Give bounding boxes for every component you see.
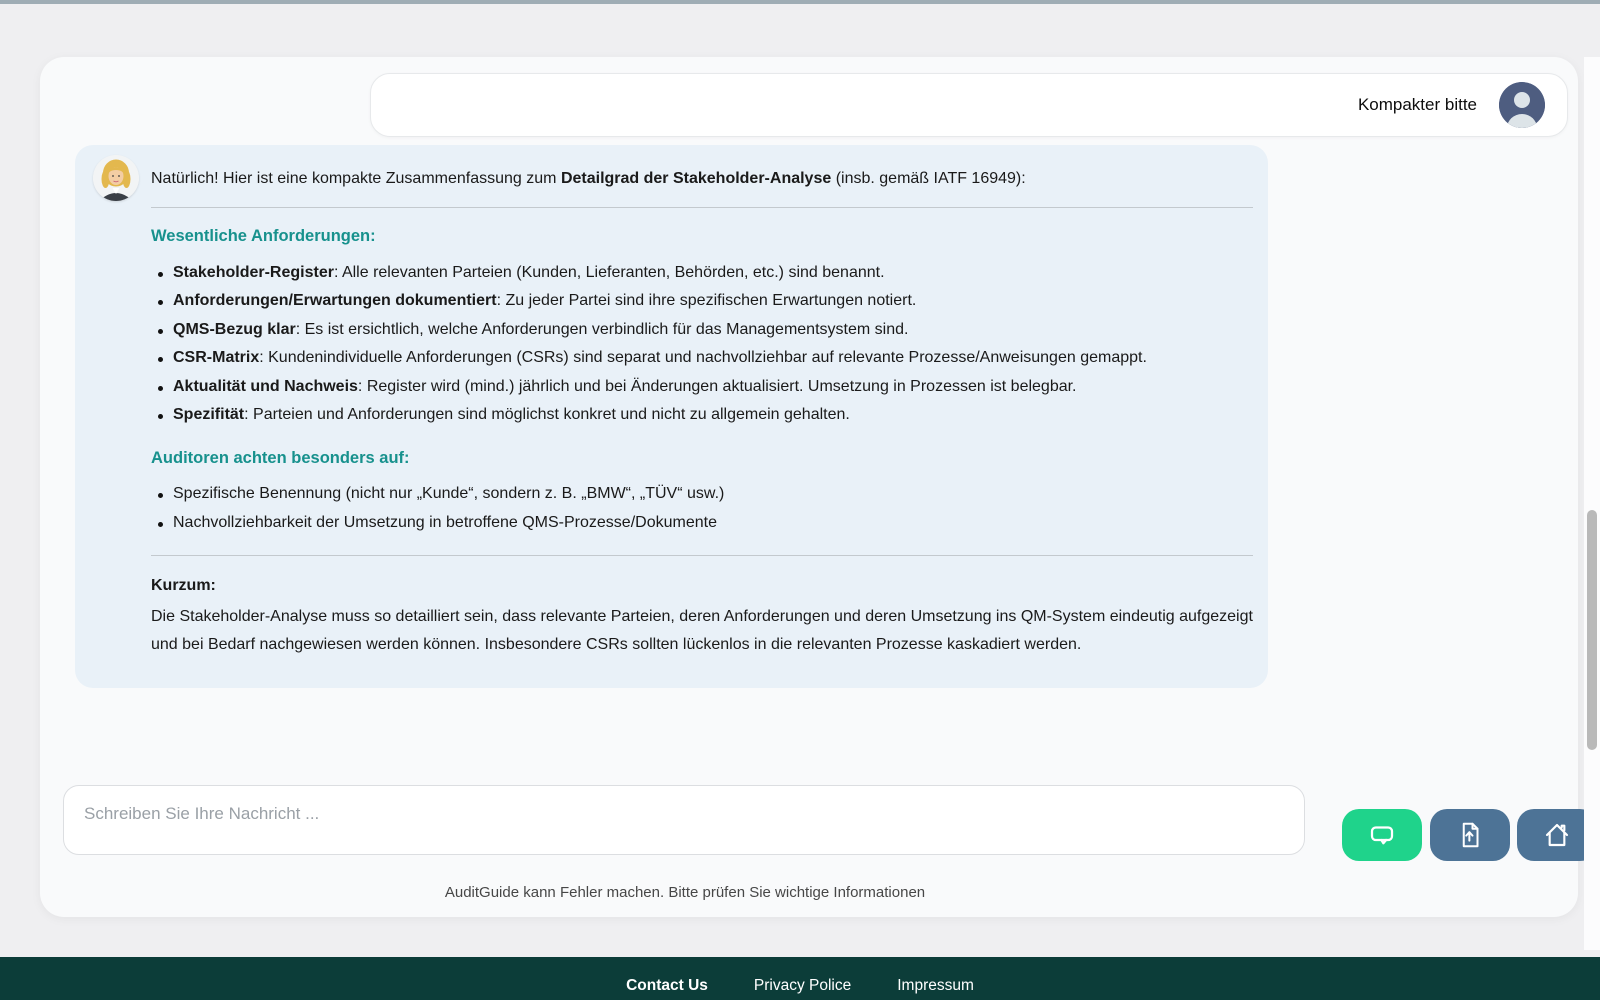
assistant-intro: Natürlich! Hier ist eine kompakte Zusammenfassung zum Detailgrad der Stakeholder-Analyse (insb. gemäß IATF 16949): <box>151 170 1026 187</box>
user-avatar <box>1499 82 1545 128</box>
user-message-text: Kompakter bitte <box>1357 95 1477 114</box>
summary-text: Die Stakeholder-Analyse muss so detailliert sein, dass relevante Parteien, deren Anforderungen und deren Umsetzung ins QM-System eindeutig aufgezeigt und bei Bedarf nachgewiesen werden können. Insbesondere CSRs sollten lückenlos in die relevanten Prozesse kaskadiert werden. <box>151 607 1253 654</box>
upload-file-button[interactable] <box>1430 809 1510 861</box>
assistant-message-bubble <box>75 145 1268 688</box>
list-item: Anforderungen/Erwartungen dokumentiert: Zu jeder Partei sind ihre spezifischen Erwartungen notiert. <box>151 287 1253 315</box>
footer-link-contact-us[interactable]: Contact Us <box>626 977 708 994</box>
list-item: Spezifität: Parteien und Anforderungen sind möglichst konkret und nicht zu allgemein gehalten. <box>151 401 1253 429</box>
message-input[interactable] <box>63 785 1305 855</box>
chat-card <box>40 57 1578 917</box>
list-item: QMS-Bezug klar: Es ist ersichtlich, welche Anforderungen verbindlich für das Managementsystem sind. <box>151 316 1253 344</box>
footer-link-impressum[interactable]: Impressum <box>897 977 974 994</box>
scrollbar-thumb[interactable] <box>1587 510 1597 750</box>
assistant-avatar <box>93 155 139 201</box>
list-item: Aktualität und Nachweis: Register wird (mind.) jährlich und bei Änderungen aktualisiert. Umsetzung in Prozessen ist belegbar. <box>151 373 1253 401</box>
scrollbar-track[interactable] <box>1584 57 1600 950</box>
footer-link-privacy-police[interactable]: Privacy Police <box>753 977 852 994</box>
footer <box>0 957 1600 1000</box>
assistant-message-content <box>151 163 1253 660</box>
summary-label: Kurzum: <box>151 577 216 595</box>
list-item: Nachvollziehbarkeit der Umsetzung in betroffene QMS-Prozesse/Dokumente <box>151 509 1253 537</box>
list-item: Spezifische Benennung (nicht nur „Kunde“, sondern z. B. „BMW“, „TÜV“ usw.) <box>151 480 1253 508</box>
list-item: CSR-Matrix: Kundenindividuelle Anforderungen (CSRs) sind separat und nachvollziehbar auf relevante Prozesse/Anweisungen gemappt. <box>151 344 1253 372</box>
top-accent-bar <box>0 0 1600 4</box>
section-title-auditors: Auditoren achten besonders auf: <box>151 448 410 467</box>
person-icon <box>1499 82 1545 128</box>
auditor-focus-list <box>151 480 1253 537</box>
file-upload-icon <box>1455 820 1485 850</box>
home-icon <box>1541 819 1573 851</box>
divider <box>151 207 1253 208</box>
list-item: Stakeholder-Register: Alle relevanten Parteien (Kunden, Lieferanten, Behörden, etc.) sind benannt. <box>151 259 1253 287</box>
assistant-avatar-icon <box>93 155 139 201</box>
requirements-list <box>151 259 1253 430</box>
divider <box>151 555 1253 556</box>
send-chat-button[interactable] <box>1342 809 1422 861</box>
user-message-bubble <box>370 73 1568 137</box>
disclaimer-text: AuditGuide kann Fehler machen. Bitte prüfen Sie wichtige Informationen <box>444 884 926 901</box>
chat-bubble-icon <box>1367 820 1397 850</box>
section-title-requirements: Wesentliche Anforderungen: <box>151 227 376 245</box>
